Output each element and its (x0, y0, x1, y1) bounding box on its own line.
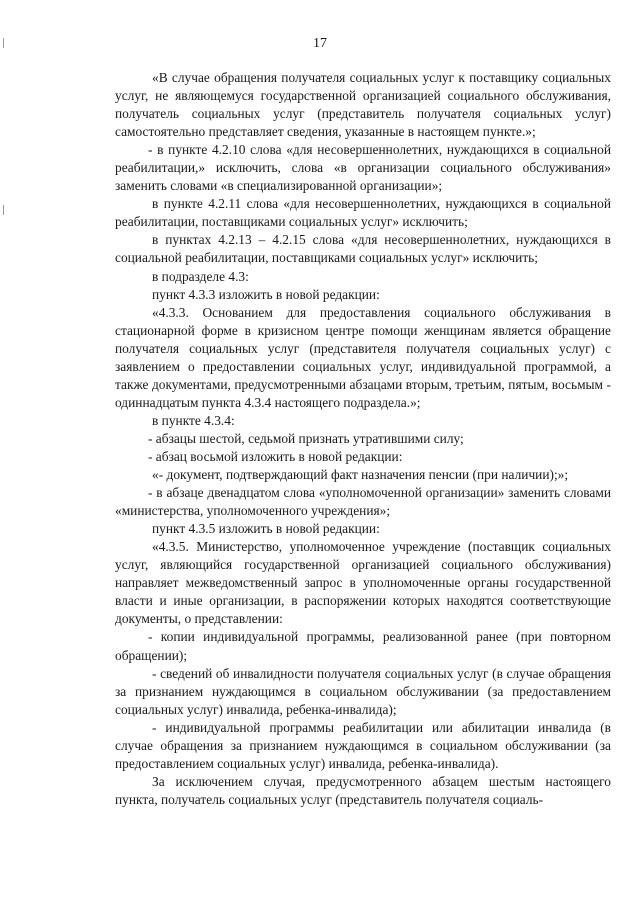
paragraph: в подразделе 4.3: (152, 268, 249, 284)
paragraph: - в абзаце двенадцатом слова «уполномоченной организации» заменить словами «министерства, уполномоченного учреждения»; (115, 485, 611, 519)
paragraph: пункт 4.3.3 изложить в новой редакции: (152, 286, 380, 302)
page-number: 17 (313, 36, 327, 51)
paragraph: - абзац восьмой изложить в новой редакции: (148, 448, 403, 464)
paragraph: «4.3.3. Основанием для предоставления социального обслуживания в стационарной форме в кризисном центре помощи женщинам является обращение получателя социальных услуг (представителя получателя социальных услуг) с заявлением о предоставлении социальных услуг, индивидуальной программой, а также документами, предусмотренными абзацами вторым, третьим, пятым, восьмым - одиннадцатым пункта 4.3.4 настоящего подраздела.»; (115, 304, 611, 410)
paragraph: - копии индивидуальной программы, реализованной ранее (при повторном обращении); (115, 629, 611, 663)
paragraph: За исключением случая, предусмотренного абзацем шестым настоящего пункта, получатель социальных услуг (представитель получателя социаль- (115, 773, 611, 807)
paragraph: - абзацы шестой, седьмой признать утратившими силу; (148, 430, 464, 446)
paragraph: в пункте 4.2.11 слова «для несовершеннолетних, нуждающихся в социальной реабилитации, поставщиками социальных услуг» исключить; (115, 196, 611, 230)
paragraph: в пунктах 4.2.13 – 4.2.15 слова «для несовершеннолетних, нуждающихся в социальной реабилитации, поставщиками социальных услуг» исключить; (115, 232, 611, 266)
paragraph: - в пункте 4.2.10 слова «для несовершеннолетних, нуждающихся в социальной реабилитации,» исключить, слова «в организации социального обслуживания» заменить словами «в специализированной организации»; (115, 142, 611, 194)
paragraph: «В случае обращения получателя социальных услуг к поставщику социальных услуг, не являющемуся государственной организацией социального обслуживания, получатель социальных услуг (представитель получателя социальных услуг) самостоятельно представляет сведения, указанные в настоящем пункте.»; (115, 70, 611, 140)
paragraph: - сведений об инвалидности получателя социальных услуг (в случае обращения за признанием нуждающимся в социальном обслуживании (за предоставлением социальных услуг) инвалида, ребенка-инвалида); (115, 665, 611, 717)
margin-mark (3, 205, 4, 215)
paragraph: - индивидуальной программы реабилитации или абилитации инвалида (в случае обращения за признанием нуждающимся в социальном обслуживании (за предоставлением социальных услуг) инвалида, ребенка-инвалида). (115, 719, 611, 771)
document-body (115, 69, 611, 809)
paragraph: в пункте 4.3.4: (152, 412, 235, 428)
paragraph: пункт 4.3.5 изложить в новой редакции: (152, 521, 380, 537)
paragraph: «4.3.5. Министерство, уполномоченное учреждение (поставщик социальных услуг, являющийся государственной организацией социального обслуживания) направляет межведомственный запрос в уполномоченные органы государственной власти и иные организации, в распоряжении которых находятся соответствующие документы, о представлении: (115, 539, 611, 627)
paragraph: «- документ, подтверждающий факт назначения пенсии (при наличии);»; (152, 467, 569, 483)
